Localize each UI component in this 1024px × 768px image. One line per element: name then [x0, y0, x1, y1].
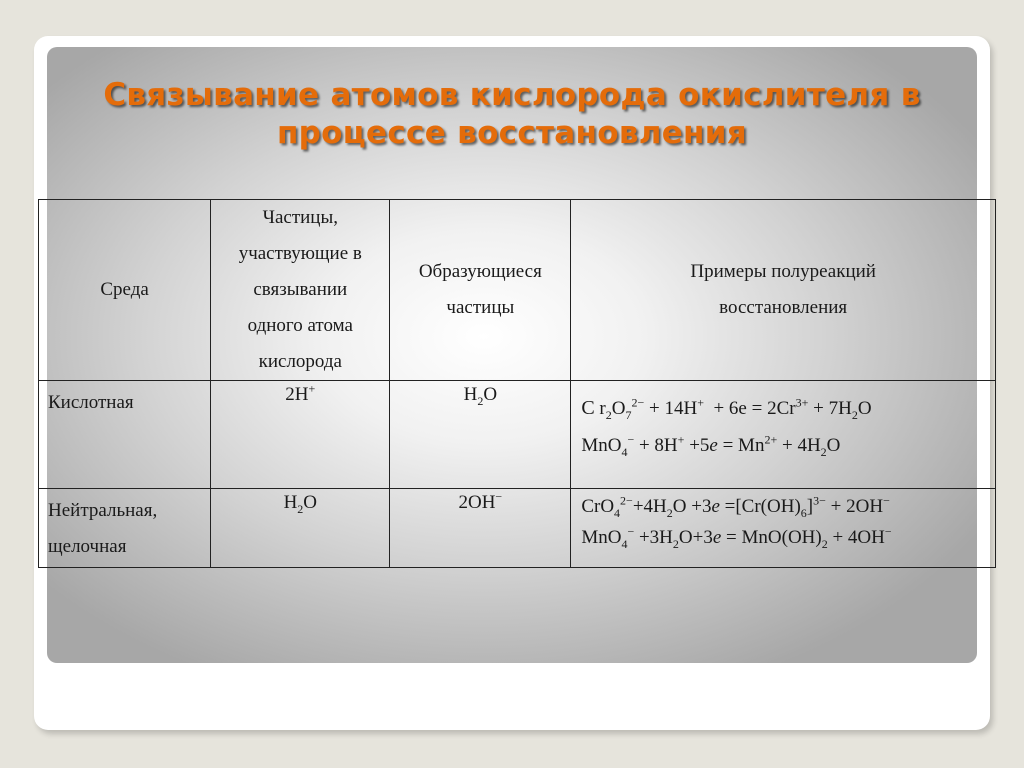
header-medium: Среда	[39, 200, 211, 381]
cell-particles: $H_2O$	[211, 489, 390, 568]
title-line-2: процессе восстановления	[276, 115, 748, 151]
reduction-table	[38, 199, 996, 568]
cell-medium: Нейтральная, щелочная	[39, 489, 211, 568]
cell-equations	[571, 489, 996, 568]
table-row	[39, 489, 996, 568]
header-formed-particles: Образующиеся частицы	[390, 200, 571, 381]
cell-equations	[571, 381, 996, 489]
title-line-1: Связывание атомов кислорода окислителя в	[103, 77, 921, 113]
cell-formed: $H_2O$	[390, 381, 571, 489]
header-particles: Частицы, участвующие в связывании одного атома кислорода	[211, 200, 390, 381]
equation: C $r_2O_7^{2-} + 14H^+ + 6e = 2Cr^{3+} + 7H_2O$	[581, 395, 872, 422]
cell-formed: 2OH−	[390, 489, 571, 568]
equation: $MnO_4^- +3H_2O+3e = MnO(OH)_2 + 4OH^-$	[581, 524, 892, 551]
header-examples: Примеры полуреакций восстановления	[571, 200, 996, 381]
cell-medium: Кислотная	[39, 381, 211, 489]
table-row	[39, 381, 996, 489]
slide-title	[47, 76, 977, 152]
cell-particles: 2H+	[211, 381, 390, 489]
table-header-row	[39, 200, 996, 381]
equation: $MnO_4^- + 8H^+ +5e = Mn^{2+} + 4H_2O$	[581, 432, 841, 459]
equation: $CrO_4^{2-}+4H_2O +3e =[Cr(OH)_6]^{3-} + 2OH^-$	[581, 493, 890, 520]
